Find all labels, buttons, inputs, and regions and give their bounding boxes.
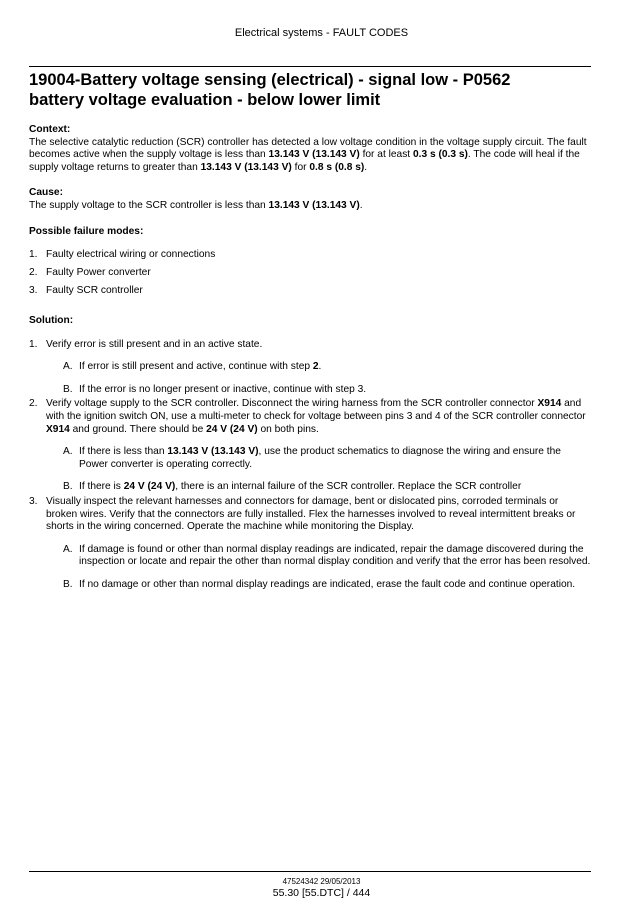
footer-divider bbox=[29, 871, 591, 872]
list-item: 2. Faulty Power converter bbox=[29, 267, 151, 279]
solution-heading: Solution: bbox=[29, 315, 74, 327]
solution-step-2: 2. Verify voltage supply to the SCR controller. Disconnect the wiring harness from the SCR controller connector X914 and with the ignition switch ON, use a multi-meter to check for voltage between pins 3 and 4 of the SCR controller connector X914 and ground. There should be 24 V (24 V) on both pins. A. If there is less than 13.143 V (13.143 V), use the product schematics to diagnose the wiring and ensure the Power converter is operating correctly. B. If there is 24 V (24 V), there is an internal failure of the SCR controller. Replace the SCR controller bbox=[29, 398, 592, 494]
footer-page-ref: 55.30 [55.DTC] / 444 bbox=[272, 887, 371, 899]
title-line-2: battery voltage evaluation - below lower limit bbox=[29, 91, 381, 109]
solution-steps bbox=[29, 339, 592, 592]
document-body bbox=[29, 124, 592, 594]
failure-modes-list bbox=[29, 249, 592, 298]
substep-2a: A. If there is less than 13.143 V (13.143 V), use the product schematics to diagnose the wiring and ensure the Power converter is operating correctly. bbox=[63, 446, 561, 470]
header-divider bbox=[29, 66, 591, 67]
page-title bbox=[29, 70, 599, 110]
substep-1b: B. If the error is no longer present or inactive, continue with step 3. bbox=[63, 383, 367, 395]
solution-step-1: 1. Verify error is still present and in an active state. A. If error is still present and active, continue with step 2. B. If the error is no longer present or inactive, continue with step 3. bbox=[29, 339, 592, 397]
substep-3a: A. If damage is found or other than normal display readings are indicated, repair the damage discovered during the inspection or locate and repair the other than normal display condition and verify that the error has been resolved. bbox=[63, 543, 591, 568]
context-text: The selective catalytic reduction (SCR) controller has detected a low voltage condition in the voltage supply circuit. The fault becomes active when the supply voltage is less than 13.143 V (13.143 V) for at least 0.3 s (0.3 s). The code will heal if the supply voltage returns to greater than 13.143 V (13.143 V) for 0.8 s (0.8 s). bbox=[29, 136, 587, 173]
context-heading: Context: bbox=[29, 124, 71, 135]
title-line-1: 19004-Battery voltage sensing (electrical) - signal low - P0562 bbox=[29, 71, 511, 89]
substep-1a: A. If error is still present and active, continue with step 2. bbox=[63, 361, 322, 373]
list-item: 3. Faulty SCR controller bbox=[29, 285, 143, 297]
failure-modes-heading: Possible failure modes: bbox=[29, 225, 144, 237]
page-header: Electrical systems - FAULT CODES bbox=[234, 27, 409, 39]
list-item: 1. Faulty electrical wiring or connections bbox=[29, 249, 216, 261]
cause-heading: Cause: bbox=[29, 187, 63, 199]
footer-doc-ref: 47524342 29/05/2013 bbox=[282, 877, 361, 886]
substep-3b: B. If no damage or other than normal display readings are indicated, erase the fault code and continue operation. bbox=[63, 579, 576, 591]
solution-step-3: 3. Visually inspect the relevant harnesses and connectors for damage, bent or dislocated pins, corroded terminals or broken wires. Verify that the connectors are fully installed. Flex the harnesses involved to reveal intermittent breaks or shorts in the wiring concerned. Operate the machine while monitoring the Display. A. If damage is found or other than normal display readings are indicated, repair the damage discovered during the inspection or locate and repair the other than normal display condition and verify that the error has been resolved. B. If no damage or other than normal display readings are indicated, erase the fault code and continue operation. bbox=[29, 496, 591, 591]
substep-2b: B. If there is 24 V (24 V), there is an internal failure of the SCR controller. Replace the SCR controller bbox=[63, 481, 522, 493]
cause-text: The supply voltage to the SCR controller is less than 13.143 V (13.143 V). bbox=[29, 199, 363, 211]
